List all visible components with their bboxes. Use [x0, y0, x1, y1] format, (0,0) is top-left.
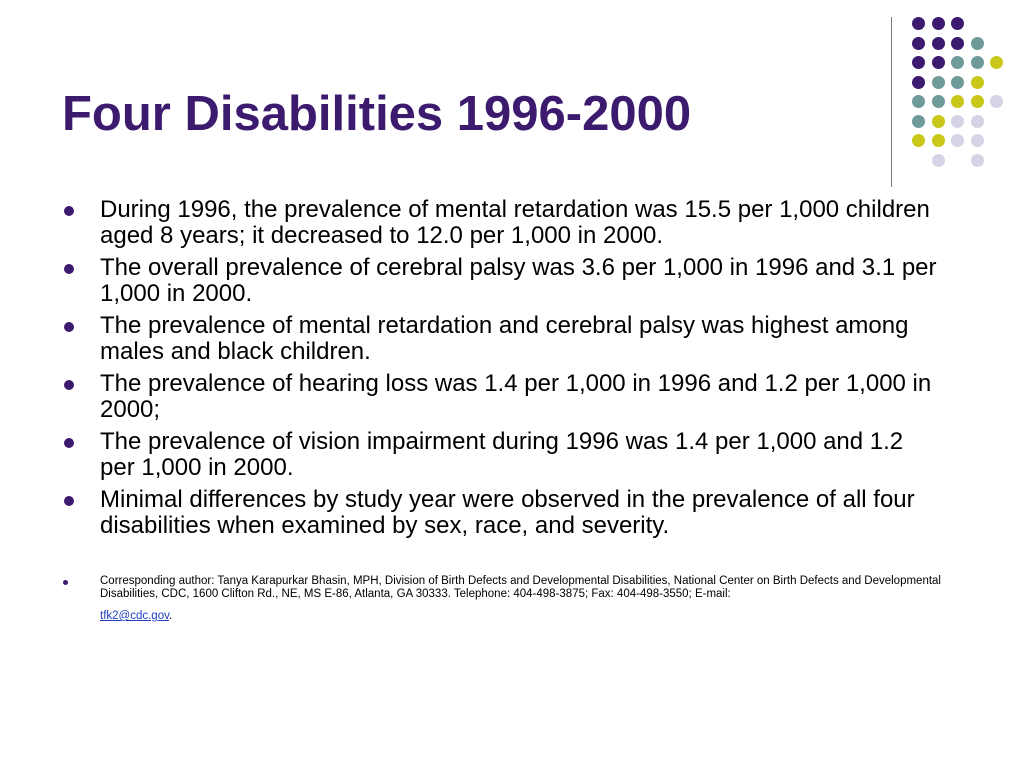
footnote-text: Corresponding author: Tanya Karapurkar Bhasin, MPH, Division of Birth Defects and Developmental Disabilities, National Center on Birth Defects and Developmental Disabilities, CDC, 1600 Clifton Rd., NE, MS E-86, Atlanta, GA 30333. Telephone: 404-498-3875; Fax: 404-498-3550; E-mail:: [100, 575, 941, 600]
bullet-text: The prevalence of hearing loss was 1.4 per 1,000 in 1996 and 1.2 per 1,000 in 2000;: [100, 370, 932, 423]
bullet-text: The prevalence of vision impairment during 1996 was 1.4 per 1,000 and 1.2 per 1,000 in 2000.: [100, 428, 904, 481]
decorative-dot: [932, 115, 945, 128]
footnote: [62, 575, 962, 623]
bullet-icon: [64, 496, 74, 506]
decorative-dot: [971, 56, 984, 69]
bullet-list: [62, 197, 942, 545]
decorative-dot: [932, 95, 945, 108]
decorative-dot: [951, 56, 964, 69]
decorative-dot: [971, 37, 984, 50]
decorative-dot: [932, 76, 945, 89]
bullet-icon: [64, 206, 74, 216]
decorative-dot: [951, 115, 964, 128]
decorative-dot: [912, 76, 925, 89]
email-link[interactable]: tfk2@cdc.gov: [100, 610, 169, 622]
decorative-dot: [912, 37, 925, 50]
decorative-dot: [951, 95, 964, 108]
decorative-dot: [990, 95, 1003, 108]
decorative-dot: [912, 115, 925, 128]
email-suffix: .: [169, 610, 173, 622]
bullet-icon: [64, 380, 74, 390]
decorative-dot: [971, 134, 984, 147]
footnote-bullet-icon: [63, 580, 68, 585]
decorative-dot: [971, 154, 984, 167]
decorative-dot: [951, 17, 964, 30]
decorative-dot: [932, 17, 945, 30]
decorative-dot: [971, 76, 984, 89]
decorative-dot: [912, 134, 925, 147]
bullet-item: [62, 255, 942, 307]
bullet-icon: [64, 322, 74, 332]
bullet-text: The prevalence of mental retardation and cerebral palsy was highest among males and black children.: [100, 312, 909, 365]
decorative-dot: [932, 134, 945, 147]
bullet-item: [62, 429, 942, 481]
decorative-dot: [932, 154, 945, 167]
bullet-icon: [64, 438, 74, 448]
footnote-email-line: [100, 610, 962, 623]
decorative-dot: [971, 115, 984, 128]
decorative-dot: [912, 17, 925, 30]
decorative-dot: [990, 56, 1003, 69]
decorative-dot: [932, 37, 945, 50]
slide-title: Four Disabilities 1996-2000: [62, 87, 692, 141]
decorative-dot: [912, 95, 925, 108]
decorative-dot: [971, 95, 984, 108]
bullet-text: Minimal differences by study year were observed in the prevalence of all four disabilities when examined by sex, race, and severity.: [100, 486, 915, 539]
decorative-dot: [912, 56, 925, 69]
bullet-item: [62, 197, 942, 249]
bullet-item: [62, 371, 942, 423]
divider-line: [891, 17, 892, 187]
bullet-icon: [64, 264, 74, 274]
bullet-text: The overall prevalence of cerebral palsy was 3.6 per 1,000 in 1996 and 3.1 per 1,000 in 2000.: [100, 254, 937, 307]
decorative-dot: [951, 76, 964, 89]
decorative-dot: [951, 134, 964, 147]
bullet-item: [62, 313, 942, 365]
decorative-dot: [932, 56, 945, 69]
bullet-item: [62, 487, 942, 539]
decorative-dot: [951, 37, 964, 50]
bullet-text: During 1996, the prevalence of mental retardation was 15.5 per 1,000 children aged 8 years; it decreased to 12.0 per 1,000 in 2000.: [100, 196, 930, 249]
